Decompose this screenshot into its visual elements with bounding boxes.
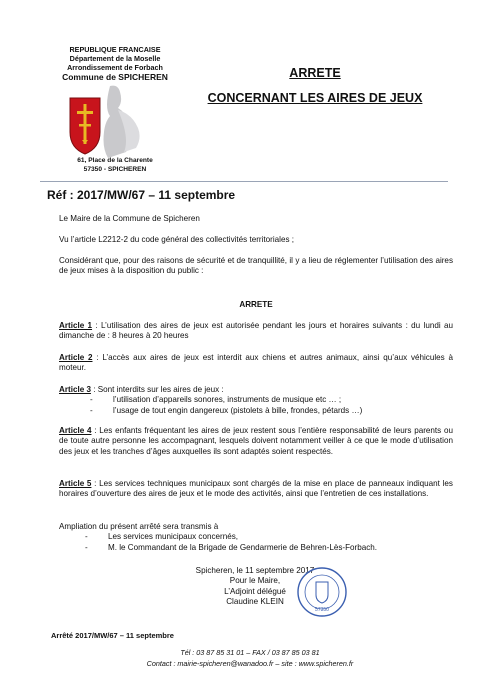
commune-label: Commune de SPICHEREN bbox=[62, 72, 168, 82]
article-4-label: Article 4 bbox=[59, 426, 92, 435]
arrete-heading: ARRETE bbox=[239, 300, 273, 309]
vu-text: Vu l’article L2212-2 du code général des collectivités territoriales ; bbox=[59, 235, 294, 244]
department-label: Département de la Moselle bbox=[69, 54, 161, 63]
article-3-label: Article 3 bbox=[59, 385, 91, 394]
commune-crest-logo bbox=[48, 80, 158, 162]
footer-reference: Arrêté 2017/MW/67 – 11 septembre bbox=[51, 631, 174, 640]
article-5 bbox=[59, 479, 453, 500]
issuer-block bbox=[40, 45, 190, 83]
article-2-text: : L’accès aux aires de jeux est interdit aux chiens et autres animaux, ainsi qu’aux véhicules à moteur. bbox=[59, 353, 453, 373]
article-4 bbox=[59, 426, 453, 457]
header-divider bbox=[40, 181, 448, 182]
signature-line-3: L’Adjoint délégué bbox=[224, 586, 286, 596]
stamp-code: 57350 bbox=[315, 607, 329, 613]
ampliation-list bbox=[85, 532, 453, 553]
address-line-1: 61, Place de la Charente bbox=[77, 157, 153, 164]
reference-line: Réf : 2017/MW/67 – 11 septembre bbox=[47, 188, 236, 202]
list-item: - Les services municipaux concernés, bbox=[85, 532, 453, 542]
considerant-text: Considérant que, pour des raisons de sécurité et de tranquillité, il y a lieu de réglementer l’utilisation des aires de jeux mises à la disposition du public : bbox=[59, 256, 453, 276]
article-5-text: : Les services techniques municipaux sont chargés de la mise en place de panneaux indiquant les horaires d’ouverture des aires de jeux et le mode des activités, ainsi que l’entretien de ces installations. bbox=[59, 479, 453, 499]
intro-text: Le Maire de la Commune de Spicheren bbox=[59, 214, 200, 223]
ampliation-block bbox=[59, 522, 453, 553]
list-item: - l’usage de tout engin dangereux (pistolets à bille, frondes, pétards …) bbox=[90, 406, 453, 416]
document-title: ARRETE bbox=[289, 66, 341, 80]
arrondissement-label: Arrondissement de Forbach bbox=[67, 63, 163, 72]
republic-label: REPUBLIQUE FRANCAISE bbox=[69, 45, 161, 54]
article-4-text: : Les enfants fréquentant les aires de jeux restent sous l’entière responsabilité de leurs parents ou de toute autre personne les accompagnant, lesquels doivent notamment veiller à ce que le mode d’utilisation des jeux et les tranches d’âges auxquelles ils sont adaptés soient respectés. bbox=[59, 426, 453, 456]
article-2 bbox=[59, 353, 453, 374]
article-1-label: Article 1 bbox=[59, 321, 93, 330]
article-2-label: Article 2 bbox=[59, 353, 93, 362]
footer-contact: Contact : mairie-spicheren@wanadoo.fr – site : www.spicheren.fr bbox=[146, 659, 354, 668]
mairie-stamp bbox=[296, 566, 348, 618]
list-item: - M. le Commandant de la Brigade de Gendarmerie de Behren-Lès-Forbach. bbox=[85, 543, 453, 553]
address-block bbox=[60, 157, 170, 174]
signature-name: Claudine KLEIN bbox=[226, 597, 284, 607]
article-1 bbox=[59, 321, 453, 342]
footer-phone: Tél : 03 87 85 31 01 – FAX / 03 87 85 03 81 bbox=[180, 648, 320, 657]
signature-place-date: Spicheren, le 11 septembre 2017 bbox=[195, 566, 315, 575]
article-1-text: : L’utilisation des aires de jeux est autorisée pendant les jours et horaires suivants : du lundi au dimanche de : 8 heures à 20 heures bbox=[59, 321, 453, 341]
article-3-list bbox=[90, 395, 453, 416]
article-3-text: : Sont interdits sur les aires de jeux : bbox=[90, 385, 224, 394]
signature-line-2: Pour le Maire, bbox=[229, 576, 281, 586]
article-3 bbox=[59, 385, 453, 416]
ampliation-text: Ampliation du présent arrêté sera transmis à bbox=[59, 522, 219, 531]
document-subtitle: CONCERNANT LES AIRES DE JEUX bbox=[207, 91, 423, 105]
article-5-label: Article 5 bbox=[59, 479, 92, 488]
address-line-2: 57350 - SPICHEREN bbox=[83, 165, 147, 173]
list-item: - l’utilisation d’appareils sonores, instruments de musique etc … ; bbox=[90, 395, 453, 405]
